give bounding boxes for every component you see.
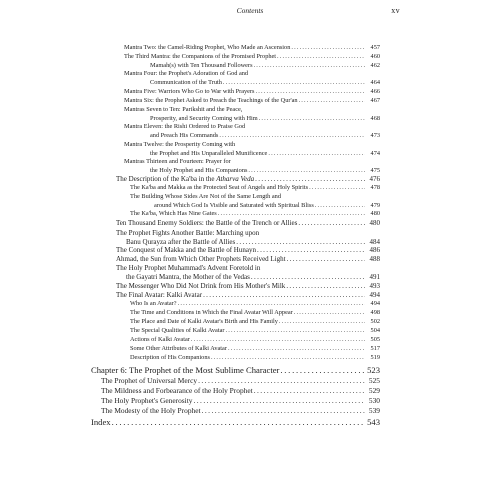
dot-leader [178,300,365,309]
toc-page-number: 504 [370,327,380,334]
toc-page-number: 519 [370,354,380,361]
toc-entry-title: The Final Avatar: Kalki Avatar [116,291,203,299]
dot-leader [298,219,365,228]
toc-entry-title: The Prophet Fights Another Battle: Marching upon [116,229,260,237]
dot-leader [291,44,365,53]
toc-entry-title: Mantra Eleven: the Rishi Ordered to Praise God [124,123,246,130]
toc-page-number: 467 [370,97,380,104]
toc-entry-title: Description of His Companions [130,354,210,361]
toc-entry-title: the Prophet and His Unparalleled Munificence [150,149,268,157]
toc-entry-title: Mantra Twelve: the Prosperity Coming with [124,141,236,148]
toc-entry-title: The Place and Date of Kalki Avatar's Birth and His Family [130,318,278,325]
dot-leader [193,396,365,406]
dot-leader [286,282,365,291]
toc-page-number: 498 [370,309,380,316]
dot-leader [309,184,365,193]
toc-entry-title: Mantra Five: Warriors Who Go to War with Prayers [124,88,255,95]
toc-entry-title: Banu Qurayza after the Battle of Allies [126,238,236,246]
dot-leader [315,202,365,211]
toc-page-number: 468 [370,114,380,122]
toc-page-number: 460 [370,53,380,60]
dot-leader [228,345,365,354]
dot-leader [259,115,365,124]
toc-page-number: 462 [370,61,380,69]
dot-leader [225,327,365,336]
toc-entry-title: Some Other Attributes of Kalki Avatar [130,345,227,352]
toc-page-number: 476 [369,175,380,183]
toc-entry-title: The Mildness and Forbearance of the Holy Prophet [101,386,253,395]
toc-entry-title: and Preach His Commands [150,131,219,139]
toc-page-number: 517 [370,345,380,352]
dot-leader [287,255,365,264]
dot-leader [223,79,365,88]
toc-page-number: 502 [370,318,380,325]
dot-leader [248,167,365,176]
toc-entry-title: The Description of the Ka'ba in the Atharva Veda [116,175,255,183]
toc-entry-title: Mantra Two: the Camel-Riding Prophet, Who Made an Ascension [124,44,291,51]
toc-entry-title: around Which God Is Visible and Saturated with Spiritual Bliss [154,201,314,209]
toc-entry-title: The Conquest of Makka and the Battle of Hunayn [116,246,256,254]
toc-entry-title: Index [91,417,111,427]
toc-entry-title: Actions of Kalki Avatar [130,336,190,343]
running-title: Contents [236,6,264,15]
toc-entry-title: The Time and Conditions in Which the Final Avatar Will Appear [130,309,293,316]
toc-entry-title: Chapter 6: The Prophet of the Most Sublime Character [91,365,280,375]
dot-leader [191,336,365,345]
dot-leader [294,309,365,318]
toc-page-number: 523 [367,365,380,375]
toc-page-number: 543 [367,417,380,427]
toc-page-number: 491 [369,273,380,281]
toc-page-number: 473 [370,131,380,139]
toc-page-number: 525 [368,376,380,385]
toc-page-number: 466 [370,88,380,95]
toc-entry-title: The Holy Prophet Muhammad's Advent Foretold in [116,264,261,272]
toc-entry-title: The Messenger Who Did Not Drink from His Mother's Milk [116,282,286,290]
toc-page-number: 529 [368,386,380,395]
dot-leader [280,365,365,376]
dot-leader [211,354,365,363]
toc-entry-title: Communication of the Truth [150,78,222,86]
toc-page-number: 457 [370,44,380,51]
dot-leader [112,417,365,428]
toc-entry-title: The Third Mantra: the Companions of the Promised Prophet [124,53,277,60]
toc-page-number: 486 [369,246,380,254]
toc-entry-title: Ahmad, the Sun from Which Other Prophets Received Light [116,255,286,263]
dot-leader [257,246,365,255]
toc-page-number: 493 [369,282,380,290]
dot-leader [277,53,365,62]
page-folio: xv [391,6,400,15]
toc-page-number: 474 [370,149,380,157]
toc-entry-title: The Building Whose Sides Are Not of the Same Length and [130,193,281,200]
dot-leader [299,97,365,106]
toc-entry-title: the Gayatri Mantra, the Mother of the Vedas [126,273,250,281]
dot-leader [198,376,365,386]
toc-page-number: 478 [370,184,380,191]
toc-entry-title: The Prophet of Universal Mercy [101,376,198,385]
toc-page-number: 494 [370,300,380,307]
toc-page-number: 480 [369,219,380,227]
toc-entry-title: The Ka'ba and Makka as the Protected Seat of Angels and Holy Spirits [130,184,309,191]
toc-page-number: 505 [370,336,380,343]
toc-page-number: 488 [369,255,380,263]
toc-page-number: 539 [368,406,380,415]
toc-entry-title: The Ka'ba, Which Has Nine Gates [130,210,217,217]
dot-leader [254,62,365,71]
dot-leader [251,273,365,282]
toc-page-number: 479 [370,201,380,209]
toc-entry-title: Mamah(s) with Ten Thousand Followers [150,61,253,69]
toc-page-number: 494 [369,291,380,299]
dot-leader [256,88,366,97]
dot-leader [219,132,365,141]
dot-leader [203,291,365,300]
toc-page-number: 464 [370,78,380,86]
dot-leader [255,175,365,184]
toc-entry-title: Mantras Thirteen and Fourteen: Prayer for [124,158,231,165]
toc-entry-title: Ten Thousand Enemy Soldiers: the Battle of the Trench or Allies [116,219,298,227]
toc-entry-title: Prosperity, and Security Coming with Him [150,114,258,122]
dot-leader [268,150,365,159]
toc-entry-title: Mantras Seven to Ten: Parikshit and the Peace, [124,106,243,113]
toc-entry-title: The Modesty of the Holy Prophet [101,406,201,415]
dot-leader [218,210,365,219]
running-head [0,5,500,17]
toc-entry-title: the Holy Prophet and His Companions [150,166,248,174]
toc-page-number: 480 [370,210,380,217]
toc-entry-title: Mantra Six: the Prophet Asked to Preach the Teachings of the Qur'an [124,97,298,104]
toc-page-number: 530 [368,396,380,405]
dot-leader [254,386,365,396]
toc-entry-title: The Holy Prophet's Generosity [101,396,193,405]
toc-entry-title: Who Is an Avatar? [130,300,177,307]
toc-entry-title: Mantra Four: the Prophet's Adoration of God and [124,70,249,77]
toc-page-number: 475 [370,166,380,174]
dot-leader [202,406,365,416]
toc-entry-title: The Special Qualities of Kalki Avatar [130,327,225,334]
toc-page-number: 484 [369,238,380,246]
dot-leader [279,318,365,327]
